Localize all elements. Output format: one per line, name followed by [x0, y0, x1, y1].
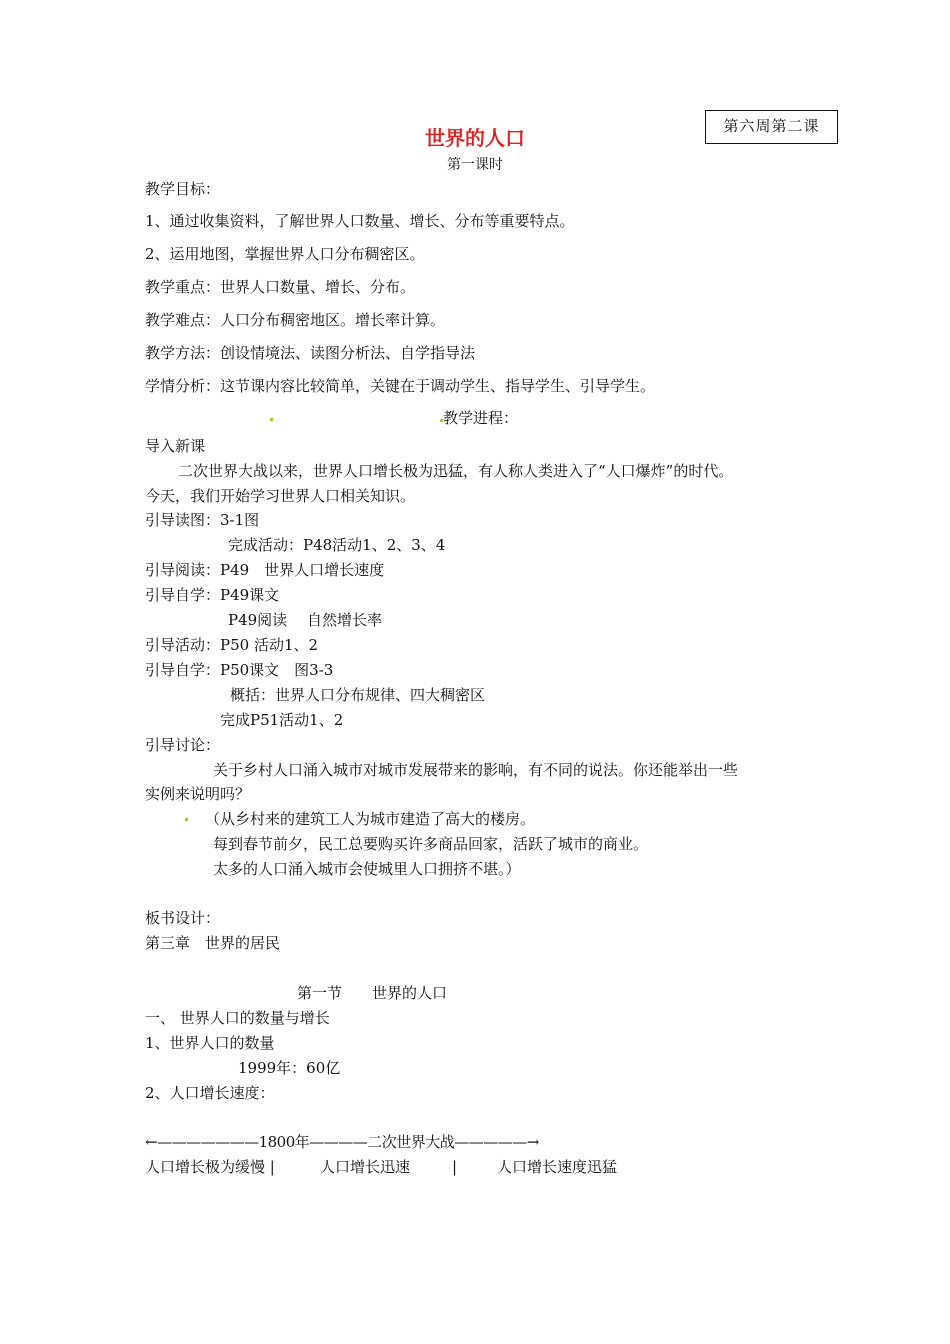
scan-mark — [270, 418, 273, 421]
board-section: 第一节 世界的人口 — [297, 984, 448, 1002]
step-summary: 概括：世界人口分布规律、四大稠密区 — [230, 686, 486, 704]
step-self-study-p50: 引导自学：P50课文 图3-3 — [145, 661, 334, 679]
lesson-subtitle: 第一课时 — [447, 157, 503, 173]
key-points: 教学重点：世界人口数量、增长、分布。 — [145, 278, 416, 296]
week-label-box: 第六周第二课 — [705, 110, 838, 144]
page-title: 世界的人口 — [425, 126, 525, 150]
phase-separator: | — [452, 1158, 458, 1176]
discussion-heading: 引导讨论： — [145, 736, 221, 754]
teaching-methods: 教学方法：创设情境法、读图分析法、自学指导法 — [145, 344, 476, 362]
board-sub-1: 1、世界人口的数量 — [145, 1034, 275, 1052]
difficulties: 教学难点：人口分布稠密地区。增长率计算。 — [145, 311, 446, 329]
board-part-1: 一、 世界人口的数量与增长 — [145, 1009, 330, 1027]
step-self-study-p49: 引导自学：P49课文 — [145, 586, 280, 604]
phase-very-slow: 人口增长极为缓慢 | — [145, 1158, 275, 1176]
objective-2: 2、运用地图，掌握世界人口分布稠密区。 — [145, 245, 425, 263]
objective-1: 1、通过收集资料，了解世界人口数量、增长、分布等重要特点。 — [145, 212, 575, 230]
step-p49-reading: P49阅读 自然增长率 — [228, 611, 382, 629]
discussion-answer-2: 每到春节前夕，民工总要购买许多商品回家，活跃了城市的商业。 — [213, 835, 649, 853]
board-sub-2: 2、人口增长速度： — [145, 1084, 275, 1102]
process-heading: 教学进程： — [443, 409, 519, 427]
scan-mark — [440, 419, 443, 422]
intro-line-2: 今天，我们开始学习世界人口相关知识。 — [145, 487, 416, 505]
scan-mark — [185, 818, 188, 821]
intro-heading: 导入新课 — [145, 437, 206, 455]
discussion-answer-1: （从乡村来的建筑工人为城市建造了高大的楼房。 — [205, 810, 536, 828]
phase-very-rapid: 人口增长速度迅猛 — [497, 1158, 618, 1176]
discussion-question-2: 实例来说明吗？ — [145, 785, 251, 803]
objectives-heading: 教学目标： — [145, 180, 221, 198]
growth-timeline: ←———————1800年————二次世界大战—————→ — [145, 1133, 539, 1151]
student-analysis: 学情分析：这节课内容比较简单，关键在于调动学生、指导学生、引导学生。 — [145, 377, 656, 395]
board-chapter: 第三章 世界的居民 — [145, 934, 281, 952]
phase-rapid: 人口增长迅速 — [320, 1158, 411, 1176]
discussion-question-1: 关于乡村人口涌入城市对城市发展带来的影响，有不同的说法。你还能举出一些 — [213, 761, 739, 779]
discussion-answer-3: 太多的人口涌入城市会使城里人口拥挤不堪。） — [213, 860, 521, 878]
step-guided-reading: 引导阅读：P49 世界人口增长速度 — [145, 561, 385, 579]
step-activity-p50: 引导活动：P50 活动1、2 — [145, 636, 319, 654]
step-complete-p51: 完成P51活动1、2 — [220, 711, 344, 729]
board-population-figure: 1999年：60亿 — [238, 1059, 341, 1077]
step-complete-activity: 完成活动：P48活动1、2、3、4 — [228, 536, 446, 554]
step-read-figure: 引导读图：3-1图 — [145, 511, 260, 529]
intro-line-1: 二次世界大战以来，世界人口增长极为迅猛，有人称人类进入了“人口爆炸”的时代。 — [178, 462, 734, 480]
board-heading: 板书设计： — [145, 909, 221, 927]
